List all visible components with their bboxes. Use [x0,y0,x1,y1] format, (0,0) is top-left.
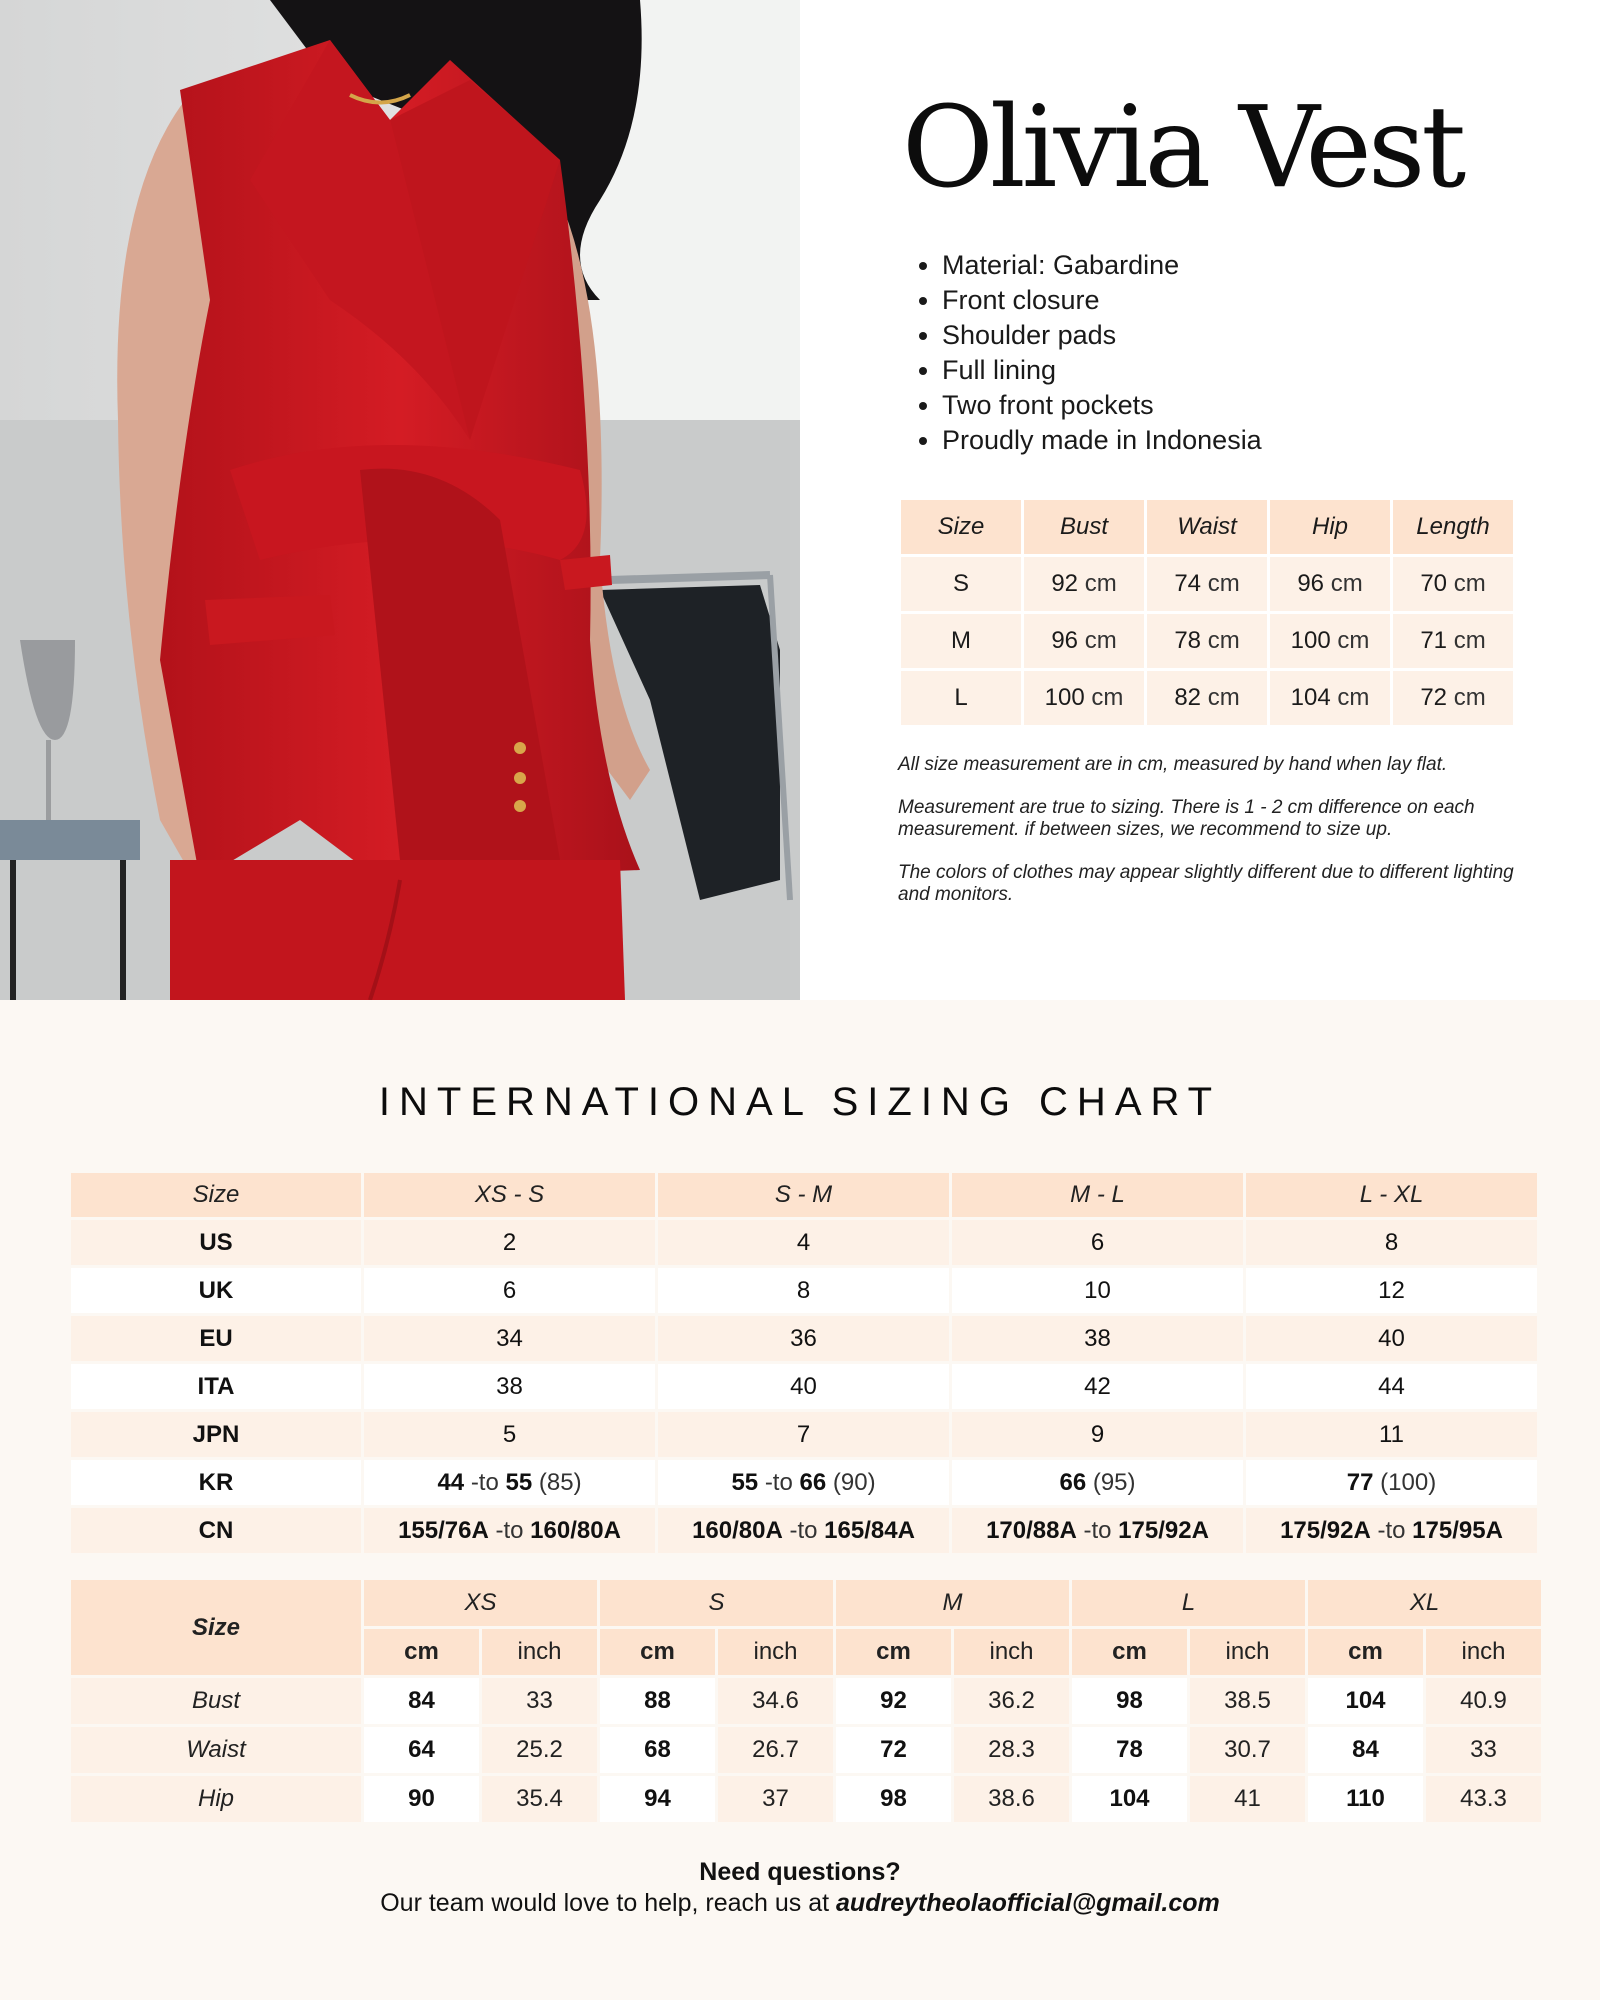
table-row [71,1316,1537,1361]
unit-header: inch [1190,1629,1305,1675]
hip-cell: 104 cm [1270,671,1390,725]
inch-value: 36.2 [954,1678,1069,1724]
column-header: Size [901,500,1021,554]
size-value: 160/80A -to 165/84A [658,1508,949,1553]
contact-text: Our team would love to help, reach us at [380,1889,830,1917]
inch-value: 34.6 [718,1678,833,1724]
measurement-label: Waist [71,1727,361,1773]
contact-block [0,1858,1600,1918]
note-text: Measurement are true to sizing. There is 1 - 2 cm difference on each measurement. if between sizes, we recommend to size up. [898,797,1475,840]
size-value: 9 [952,1412,1243,1457]
measurement-label: Bust [71,1678,361,1724]
size-value: 8 [1246,1220,1537,1265]
size-value: 12 [1246,1268,1537,1313]
size-cell: L [901,671,1021,725]
hip-cell: 96 cm [1270,557,1390,611]
unit-header: inch [718,1629,833,1675]
column-header: M - L [952,1173,1243,1217]
size-value: 38 [952,1316,1243,1361]
measurement-size-header [71,1580,1541,1626]
unit-header: cm [836,1629,951,1675]
column-header: Size [71,1173,361,1217]
table-row [901,557,1513,611]
size-value: 44 -to 55 (85) [364,1460,655,1505]
international-sizing-section [0,1000,1600,2000]
size-value: 2 [364,1220,655,1265]
region-label: EU [71,1316,361,1361]
column-header: L - XL [1246,1173,1537,1217]
contact-line [0,1889,1600,1918]
column-header: Hip [1270,500,1390,554]
product-size-table [898,497,1516,728]
section-title: INTERNATIONAL SIZING CHART [378,1080,1222,1124]
size-value: 170/88A -to 175/92A [952,1508,1243,1553]
region-label: UK [71,1268,361,1313]
cm-value: 98 [836,1776,951,1822]
inch-value: 37 [718,1776,833,1822]
unit-header: inch [1426,1629,1541,1675]
size-cell: M [901,614,1021,668]
size-value: 66 (95) [952,1460,1243,1505]
size-value: 7 [658,1412,949,1457]
size-cell: S [901,557,1021,611]
cm-value: 92 [836,1678,951,1724]
feature-item: • Shoulder pads [942,318,1262,353]
note-text: All size measurement are in cm, measured by hand when lay flat. [898,754,1448,775]
size-table-header [901,500,1513,554]
size-value: 8 [658,1268,949,1313]
size-value: 10 [952,1268,1243,1313]
contact-question: Need questions? [699,1858,901,1886]
column-header: Size [71,1580,361,1675]
table-row [71,1460,1537,1505]
inch-value: 33 [1426,1727,1541,1773]
column-header: S - M [658,1173,949,1217]
inch-value: 26.7 [718,1727,833,1773]
unit-header: inch [954,1629,1069,1675]
cm-value: 64 [364,1727,479,1773]
feature-list [942,248,1262,458]
table-row [71,1412,1537,1457]
intl-table-header [71,1173,1537,1217]
cm-value: 98 [1072,1678,1187,1724]
body-measurement-table [68,1577,1544,1825]
table-row [71,1776,1541,1822]
international-size-table [68,1170,1540,1556]
size-value: 4 [658,1220,949,1265]
unit-header: cm [1308,1629,1423,1675]
region-label: KR [71,1460,361,1505]
note-text: The colors of clothes may appear slightly different due to different lighting and monitors. [898,862,1514,905]
unit-header: inch [482,1629,597,1675]
table-row [71,1220,1537,1265]
size-group-header: S [600,1580,833,1626]
bust-cell: 96 cm [1024,614,1144,668]
cm-value: 94 [600,1776,715,1822]
cm-value: 68 [600,1727,715,1773]
waist-cell: 78 cm [1147,614,1267,668]
size-value: 36 [658,1316,949,1361]
size-value: 44 [1246,1364,1537,1409]
table-row [71,1508,1537,1553]
size-value: 6 [952,1220,1243,1265]
cm-value: 110 [1308,1776,1423,1822]
feature-item: • Front closure [942,283,1262,318]
cm-value: 90 [364,1776,479,1822]
table-row [71,1678,1541,1724]
cm-value: 84 [1308,1727,1423,1773]
size-value: 6 [364,1268,655,1313]
region-label: CN [71,1508,361,1553]
table-row [71,1268,1537,1313]
inch-value: 25.2 [482,1727,597,1773]
column-header: Waist [1147,500,1267,554]
size-value: 42 [952,1364,1243,1409]
region-label: JPN [71,1412,361,1457]
inch-value: 38.6 [954,1776,1069,1822]
table-row [901,614,1513,668]
unit-header: cm [364,1629,479,1675]
size-value: 5 [364,1412,655,1457]
feature-item: • Two front pockets [942,388,1262,423]
cm-value: 104 [1072,1776,1187,1822]
product-photo [0,0,800,1000]
table-row [71,1727,1541,1773]
region-label: ITA [71,1364,361,1409]
inch-value: 35.4 [482,1776,597,1822]
cm-value: 84 [364,1678,479,1724]
inch-value: 30.7 [1190,1727,1305,1773]
size-value: 34 [364,1316,655,1361]
size-group-header: M [836,1580,1069,1626]
cm-value: 78 [1072,1727,1187,1773]
cm-value: 88 [600,1678,715,1724]
size-value: 55 -to 66 (90) [658,1460,949,1505]
column-header: XS - S [364,1173,655,1217]
size-value: 40 [658,1364,949,1409]
size-value: 11 [1246,1412,1537,1457]
measurement-label: Hip [71,1776,361,1822]
bust-cell: 100 cm [1024,671,1144,725]
feature-item: • Material: Gabardine [942,248,1262,283]
size-group-header: XL [1308,1580,1541,1626]
unit-header: cm [600,1629,715,1675]
product-title: Olivia Vest [902,83,1463,213]
length-cell: 70 cm [1393,557,1513,611]
size-value: 175/92A -to 175/95A [1246,1508,1537,1553]
column-header: Bust [1024,500,1144,554]
waist-cell: 74 cm [1147,557,1267,611]
inch-value: 43.3 [1426,1776,1541,1822]
size-value: 38 [364,1364,655,1409]
sizing-notes [898,754,1518,927]
feature-item: • Proudly made in Indonesia [942,423,1262,458]
feature-item: • Full lining [942,353,1262,388]
size-value: 155/76A -to 160/80A [364,1508,655,1553]
size-group-header: L [1072,1580,1305,1626]
cm-value: 72 [836,1727,951,1773]
model-wearing-red-vest-image [0,0,800,1000]
bust-cell: 92 cm [1024,557,1144,611]
inch-value: 41 [1190,1776,1305,1822]
length-cell: 72 cm [1393,671,1513,725]
size-group-header: XS [364,1580,597,1626]
inch-value: 40.9 [1426,1678,1541,1724]
inch-value: 38.5 [1190,1678,1305,1724]
hip-cell: 100 cm [1270,614,1390,668]
table-row [901,671,1513,725]
unit-header: cm [1072,1629,1187,1675]
region-label: US [71,1220,361,1265]
contact-email-link[interactable]: audreytheolaofficial@gmail.com [836,1889,1220,1917]
cm-value: 104 [1308,1678,1423,1724]
inch-value: 28.3 [954,1727,1069,1773]
waist-cell: 82 cm [1147,671,1267,725]
table-row [71,1364,1537,1409]
column-header: Length [1393,500,1513,554]
length-cell: 71 cm [1393,614,1513,668]
size-value: 77 (100) [1246,1460,1537,1505]
inch-value: 33 [482,1678,597,1724]
size-value: 40 [1246,1316,1537,1361]
